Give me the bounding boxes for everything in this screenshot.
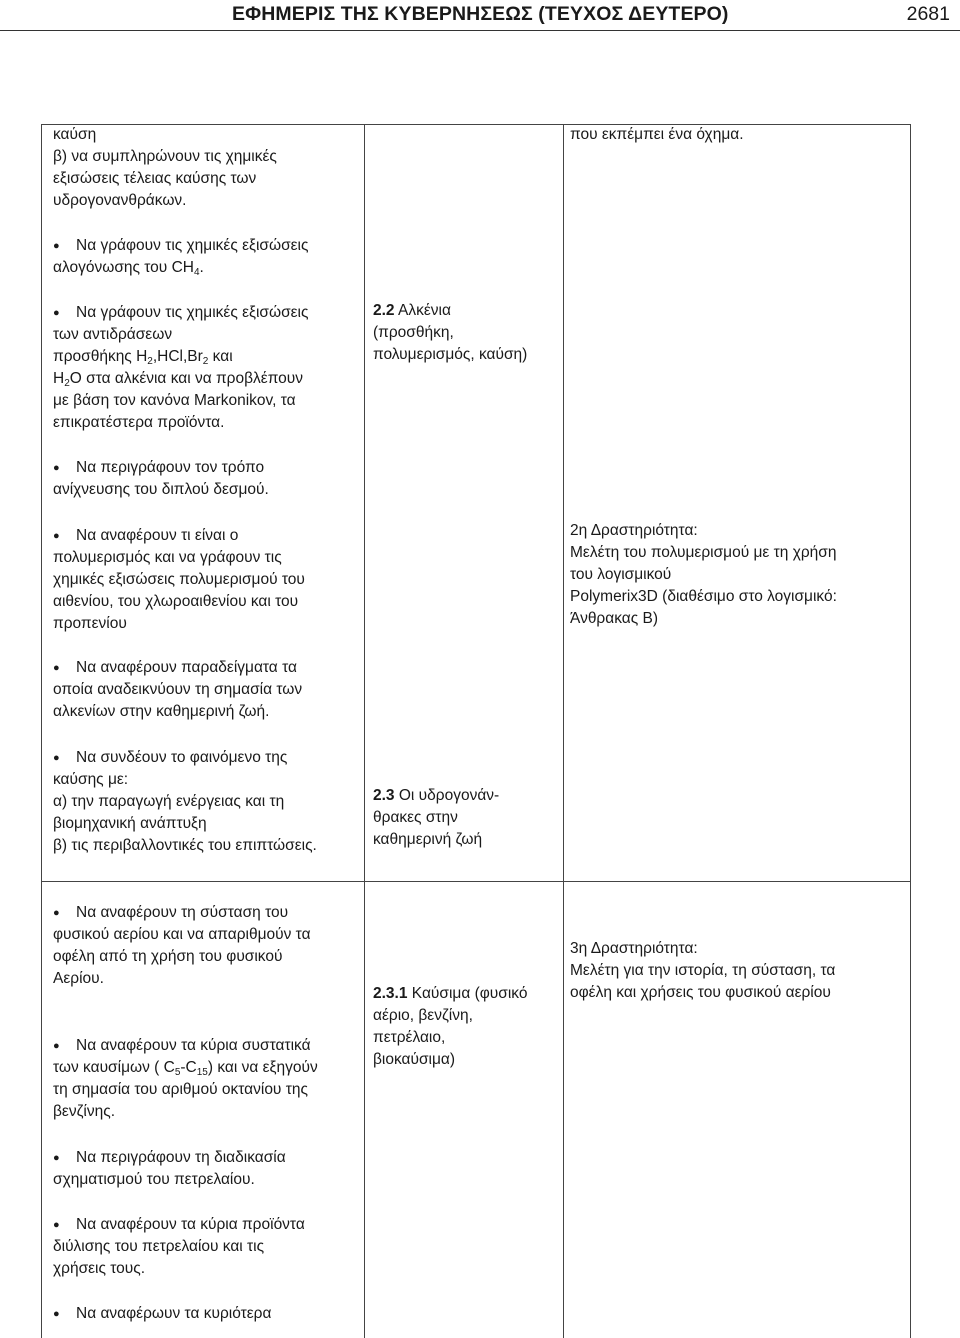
activity-2: 2η Δραστηριότητα: Μελέτη του πολυμερισμού με τη χρήση του λογισμικού Polymerix3D (διαθέσιμο στο λογισμικό: Άνθρακας Β) bbox=[570, 522, 837, 627]
activity-3: 3η Δραστηριότητα: Μελέτη για την ιστορία, τη σύσταση, τα οφέλη και χρήσεις του φυσικού αερίου bbox=[570, 940, 836, 1001]
section-2-3-hydrocarbons: 2.3 Οι υδρογονάν- θρακες στην καθημερινή ζωή bbox=[373, 787, 500, 848]
objective-combustion: ● Να συνδέουν το φαινόμενο της καύσης με: α) την παραγωγή ενέργειας και τη βιομηχανική ανάπτυξη β) τις περιβαλλοντικές του επιπτώσεις. bbox=[53, 749, 317, 854]
bullet-icon: ● bbox=[53, 1152, 60, 1164]
bullet-icon: ● bbox=[53, 907, 60, 919]
column-divider-1 bbox=[364, 124, 365, 1338]
column-divider-2 bbox=[563, 124, 564, 1338]
bullet-icon: ● bbox=[53, 240, 60, 252]
page-header bbox=[0, 0, 960, 31]
bullet-icon: ● bbox=[53, 530, 60, 542]
bullet-icon: ● bbox=[53, 752, 60, 764]
objective-petroleum-formation: ● Να περιγράφουν τη διαδικασία σχηματισμού του πετρελαίου. bbox=[53, 1149, 286, 1188]
bullet-icon: ● bbox=[53, 307, 60, 319]
row-divider bbox=[41, 881, 911, 882]
objective-distillation-products: ● Να αναφέρουν τα κύρια προϊόντα διύλισης του πετρελαίου και τις χρήσεις τους. bbox=[53, 1216, 305, 1277]
section-2-2-alkenes: 2.2 Αλκένια (προσθήκη, πολυμερισμός, καύση) bbox=[373, 302, 528, 363]
gazette-title: ΕΦΗΜΕΡΙΣ ΤΗΣ ΚΥΒΕΡΝΗΣΕΩΣ (ΤΕΥΧΟΣ ΔΕΥΤΕΡΟ) bbox=[232, 3, 729, 25]
objective-double-bond-detection: ● Να περιγράφουν τον τρόπο ανίχνευσης του διπλού δεσμού. bbox=[53, 459, 269, 498]
objectives-intro: καύση β) να συμπληρώνουν τις χημικές εξισώσεις τέλειας καύσης των υδρογονανθράκων. bbox=[53, 126, 277, 209]
objective-last: ● Να αναφέρωυν τα κυριότερα bbox=[53, 1303, 271, 1325]
bullet-icon: ● bbox=[53, 462, 60, 474]
objective-polymerization: ● Να αναφέρουν τι είναι ο πολυμερισμός και να γράφουν τις χημικές εξισώσεις πολυμερισμού του αιθενίου, του χλωροαιθενίου και του προπενίου bbox=[53, 527, 305, 632]
activity-continued-text: που εκπέμπει ένα όχημα. bbox=[570, 126, 744, 143]
bullet-icon: ● bbox=[53, 1308, 60, 1320]
objective-halogenation: ● Να γράφουν τις χημικές εξισώσεις αλογόνωσης του $CH_4$. bbox=[53, 237, 309, 278]
objective-fuels: ● Να αναφέρουν τα κύρια συστατικά των καυσίμων ( $C_5-C_{15}$) και να εξηγούν τη σημασία του αριθμού οκτανίου της βενζίνης. bbox=[53, 1037, 318, 1120]
objective-addition-reactions: ● Να γράφουν τις χημικές εξισώσεις των αντιδράσεων προσθήκης $H_2,HCl,Br_2$ και $H_2O$ στα αλκένια και να προβλέπουν με βάση τον κανόνα Markonikov, τα επικρατέστερα προϊόντα. bbox=[53, 304, 309, 431]
objective-alkene-examples: ● Να αναφέρουν παραδείγματα τα οποία αναδεικνύουν τη σημασία των αλκενίων στην καθημερινή ζωή. bbox=[53, 659, 303, 720]
section-2-3-1-fuels: 2.3.1 Καύσιμα (φυσικό αέριο, βενζίνη, πετρέλαιο, βιοκαύσιμα) bbox=[373, 985, 528, 1068]
page-number: 2681 bbox=[906, 3, 950, 25]
bullet-icon: ● bbox=[53, 662, 60, 674]
bullet-icon: ● bbox=[53, 1219, 60, 1231]
objective-natural-gas: ● Να αναφέρουν τη σύσταση του φυσικού αερίου και να απαριθμούν τα οφέλη από τη χρήση του φυσικού Αερίου. bbox=[53, 904, 311, 987]
bullet-icon: ● bbox=[53, 1040, 60, 1052]
